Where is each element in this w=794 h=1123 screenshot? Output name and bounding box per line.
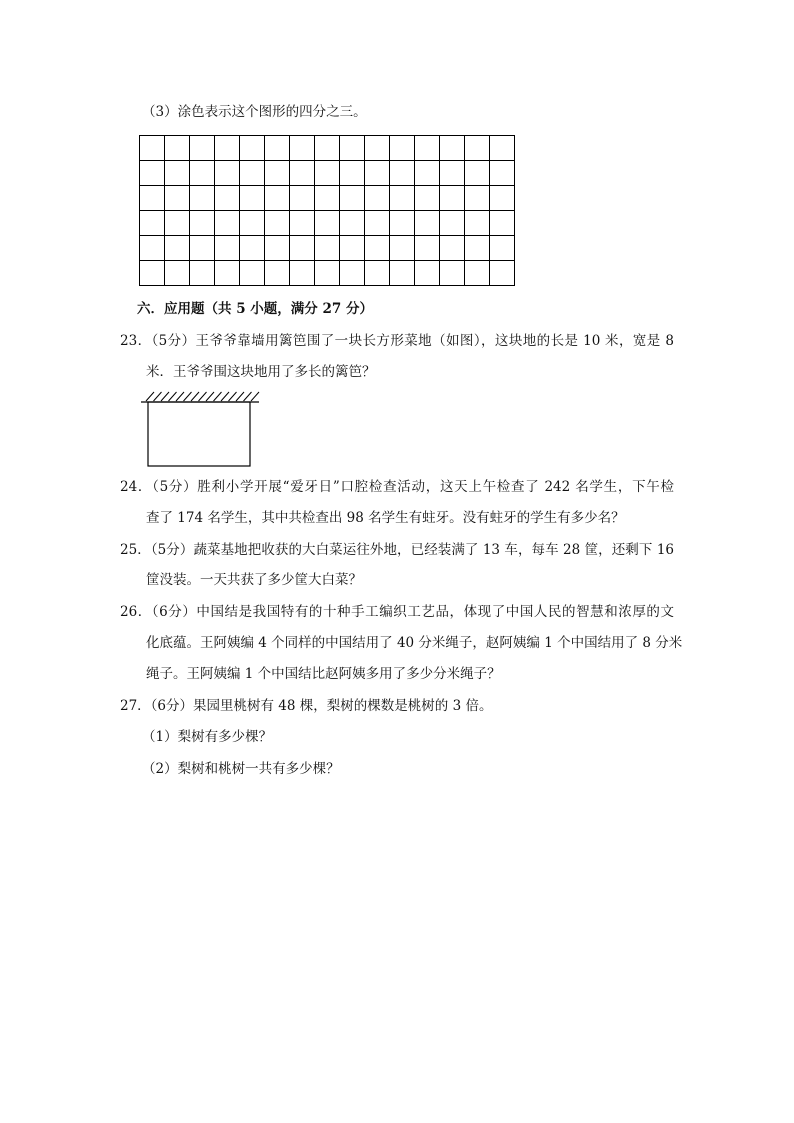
grid-cell[interactable]	[240, 211, 265, 236]
grid-cell[interactable]	[165, 186, 190, 211]
grid-cell[interactable]	[265, 136, 290, 161]
hatch-stroke	[191, 392, 199, 401]
question-25-line-1: 25．（5分）蔬菜基地把收获的大白菜运往外地，已经装满了 13 车，每车 28 筐，还剩下 16	[120, 542, 674, 558]
grid-cell[interactable]	[240, 236, 265, 261]
hatch-stroke	[169, 392, 177, 401]
grid-cell[interactable]	[465, 136, 490, 161]
grid-cell[interactable]	[215, 136, 240, 161]
grid-cell[interactable]	[415, 136, 440, 161]
hatch-stroke	[161, 392, 169, 401]
grid-cell[interactable]	[490, 136, 515, 161]
grid-cell[interactable]	[440, 261, 465, 286]
grid-cell[interactable]	[365, 136, 390, 161]
part3-instruction: （3）涂色表示这个图形的四分之三。	[142, 104, 367, 120]
hatch-stroke	[251, 392, 259, 401]
grid-cell[interactable]	[165, 136, 190, 161]
grid-cell[interactable]	[290, 261, 315, 286]
grid-cell[interactable]	[140, 186, 165, 211]
wall-hatching	[146, 392, 259, 401]
question-24-line-2: 查了 174 名学生，其中共检查出 98 名学生有蛀牙。没有蛀牙的学生有多少名？	[146, 510, 625, 526]
grid-cell[interactable]	[290, 161, 315, 186]
fence-diagram	[140, 390, 260, 468]
grid-cell[interactable]	[315, 136, 340, 161]
grid-cell[interactable]	[390, 211, 415, 236]
grid-cell[interactable]	[290, 236, 315, 261]
grid-cell[interactable]	[490, 211, 515, 236]
grid-cell[interactable]	[440, 161, 465, 186]
grid-cell[interactable]	[240, 161, 265, 186]
grid-cell[interactable]	[415, 236, 440, 261]
grid-cell[interactable]	[465, 161, 490, 186]
grid-cell[interactable]	[290, 136, 315, 161]
grid-cell[interactable]	[140, 261, 165, 286]
grid-cell[interactable]	[490, 236, 515, 261]
grid-cell[interactable]	[190, 186, 215, 211]
grid-cell[interactable]	[215, 236, 240, 261]
grid-cell[interactable]	[315, 211, 340, 236]
grid-cell[interactable]	[365, 261, 390, 286]
grid-cell[interactable]	[140, 161, 165, 186]
grid-cell[interactable]	[315, 186, 340, 211]
grid-cell[interactable]	[215, 186, 240, 211]
grid-cell[interactable]	[240, 261, 265, 286]
vegetable-plot-figure	[140, 390, 260, 468]
plot-rectangle	[148, 402, 250, 466]
grid-cell[interactable]	[490, 261, 515, 286]
hatch-stroke	[206, 392, 214, 401]
hatch-stroke	[176, 392, 184, 401]
grid-cell[interactable]	[415, 211, 440, 236]
grid-cell[interactable]	[140, 211, 165, 236]
grid-cell[interactable]	[390, 161, 415, 186]
grid-cell[interactable]	[315, 161, 340, 186]
hatch-stroke	[154, 392, 162, 401]
hatch-stroke	[236, 392, 244, 401]
hatch-stroke	[244, 392, 252, 401]
grid-cell[interactable]	[240, 136, 265, 161]
hatch-stroke	[199, 392, 207, 401]
grid-cell[interactable]	[340, 186, 365, 211]
grid-cell[interactable]	[490, 161, 515, 186]
grid-cell[interactable]	[315, 261, 340, 286]
grid-cell[interactable]	[390, 186, 415, 211]
grid-cell[interactable]	[365, 161, 390, 186]
section-heading: 六．应用题（共 5 小题，满分 27 分）	[137, 301, 373, 317]
grid-cell[interactable]	[440, 186, 465, 211]
hatch-stroke	[229, 392, 237, 401]
grid-cell[interactable]	[465, 261, 490, 286]
grid-cell[interactable]	[190, 261, 215, 286]
hatch-stroke	[184, 392, 192, 401]
grid-cell[interactable]	[265, 161, 290, 186]
grid-cell[interactable]	[415, 261, 440, 286]
grid-cell[interactable]	[490, 186, 515, 211]
question-27-line-1: 27．（6分）果园里桃树有 48 棵，梨树的棵数是桃树的 3 倍。	[120, 698, 493, 714]
grid-cell[interactable]	[340, 211, 365, 236]
grid-cell[interactable]	[365, 236, 390, 261]
grid-cell[interactable]	[165, 211, 190, 236]
question-27-sub-1: （1）梨树有多少棵？	[142, 729, 273, 745]
grid-cell[interactable]	[140, 236, 165, 261]
grid-cell[interactable]	[315, 236, 340, 261]
grid-cell[interactable]	[465, 211, 490, 236]
grid-cell[interactable]	[215, 161, 240, 186]
grid-cell[interactable]	[290, 186, 315, 211]
grid-cell[interactable]	[365, 211, 390, 236]
grid-cell[interactable]	[440, 211, 465, 236]
grid-cell[interactable]	[340, 161, 365, 186]
grid-cell[interactable]	[440, 236, 465, 261]
grid-cell[interactable]	[165, 236, 190, 261]
grid-cell[interactable]	[465, 186, 490, 211]
question-23-line-2: 米．王爷爷围这块地用了多长的篱笆？	[146, 364, 376, 380]
grid-cell[interactable]	[340, 136, 365, 161]
grid-cell[interactable]	[240, 186, 265, 211]
grid-cell[interactable]	[265, 236, 290, 261]
question-27-sub-2: （2）梨树和桃树一共有多少棵？	[142, 761, 340, 777]
grid-cell[interactable]	[165, 261, 190, 286]
grid-cell[interactable]	[390, 261, 415, 286]
grid-cell[interactable]	[190, 161, 215, 186]
grid-cell[interactable]	[415, 186, 440, 211]
grid-cell[interactable]	[265, 186, 290, 211]
grid-cell[interactable]	[190, 211, 215, 236]
question-26-line-1: 26．（6分）中国结是我国特有的十种手工编织工艺品，体现了中国人民的智慧和浓厚的文	[120, 604, 674, 620]
grid-cell[interactable]	[340, 236, 365, 261]
grid-cell[interactable]	[340, 261, 365, 286]
grid-cell[interactable]	[190, 136, 215, 161]
grid-cell[interactable]	[290, 211, 315, 236]
question-26-line-3: 绳子。王阿姨编 1 个中国结比赵阿姨多用了多少分米绳子？	[146, 666, 501, 682]
grid-cell[interactable]	[440, 136, 465, 161]
question-24-line-1: 24．（5分）胜利小学开展“爱牙日”口腔检查活动，这天上午检查了 242 名学生，下午检	[120, 479, 674, 495]
hatch-stroke	[221, 392, 229, 401]
shading-grid[interactable]	[139, 135, 514, 285]
hatch-stroke	[214, 392, 222, 401]
grid-cell[interactable]	[215, 211, 240, 236]
question-25-line-2: 筐没装。一天共获了多少筐大白菜？	[146, 572, 362, 588]
grid-cell[interactable]	[390, 136, 415, 161]
question-26-line-2: 化底蕴。王阿姨编 4 个同样的中国结用了 40 分米绳子，赵阿姨编 1 个中国结用了 8 分米	[146, 635, 683, 651]
grid-cell[interactable]	[190, 236, 215, 261]
grid-cell[interactable]	[265, 211, 290, 236]
grid-figure[interactable]	[139, 135, 515, 286]
grid-cell[interactable]	[390, 236, 415, 261]
grid-cell[interactable]	[140, 136, 165, 161]
grid-cell[interactable]	[365, 186, 390, 211]
grid-cell[interactable]	[215, 261, 240, 286]
question-23-line-1: 23．（5分）王爷爷靠墙用篱笆围了一块长方形菜地（如图），这块地的长是 10 米，宽是 8	[120, 333, 674, 349]
hatch-stroke	[146, 392, 154, 401]
grid-cell[interactable]	[265, 261, 290, 286]
grid-cell[interactable]	[465, 236, 490, 261]
grid-cell[interactable]	[415, 161, 440, 186]
grid-cell[interactable]	[165, 161, 190, 186]
